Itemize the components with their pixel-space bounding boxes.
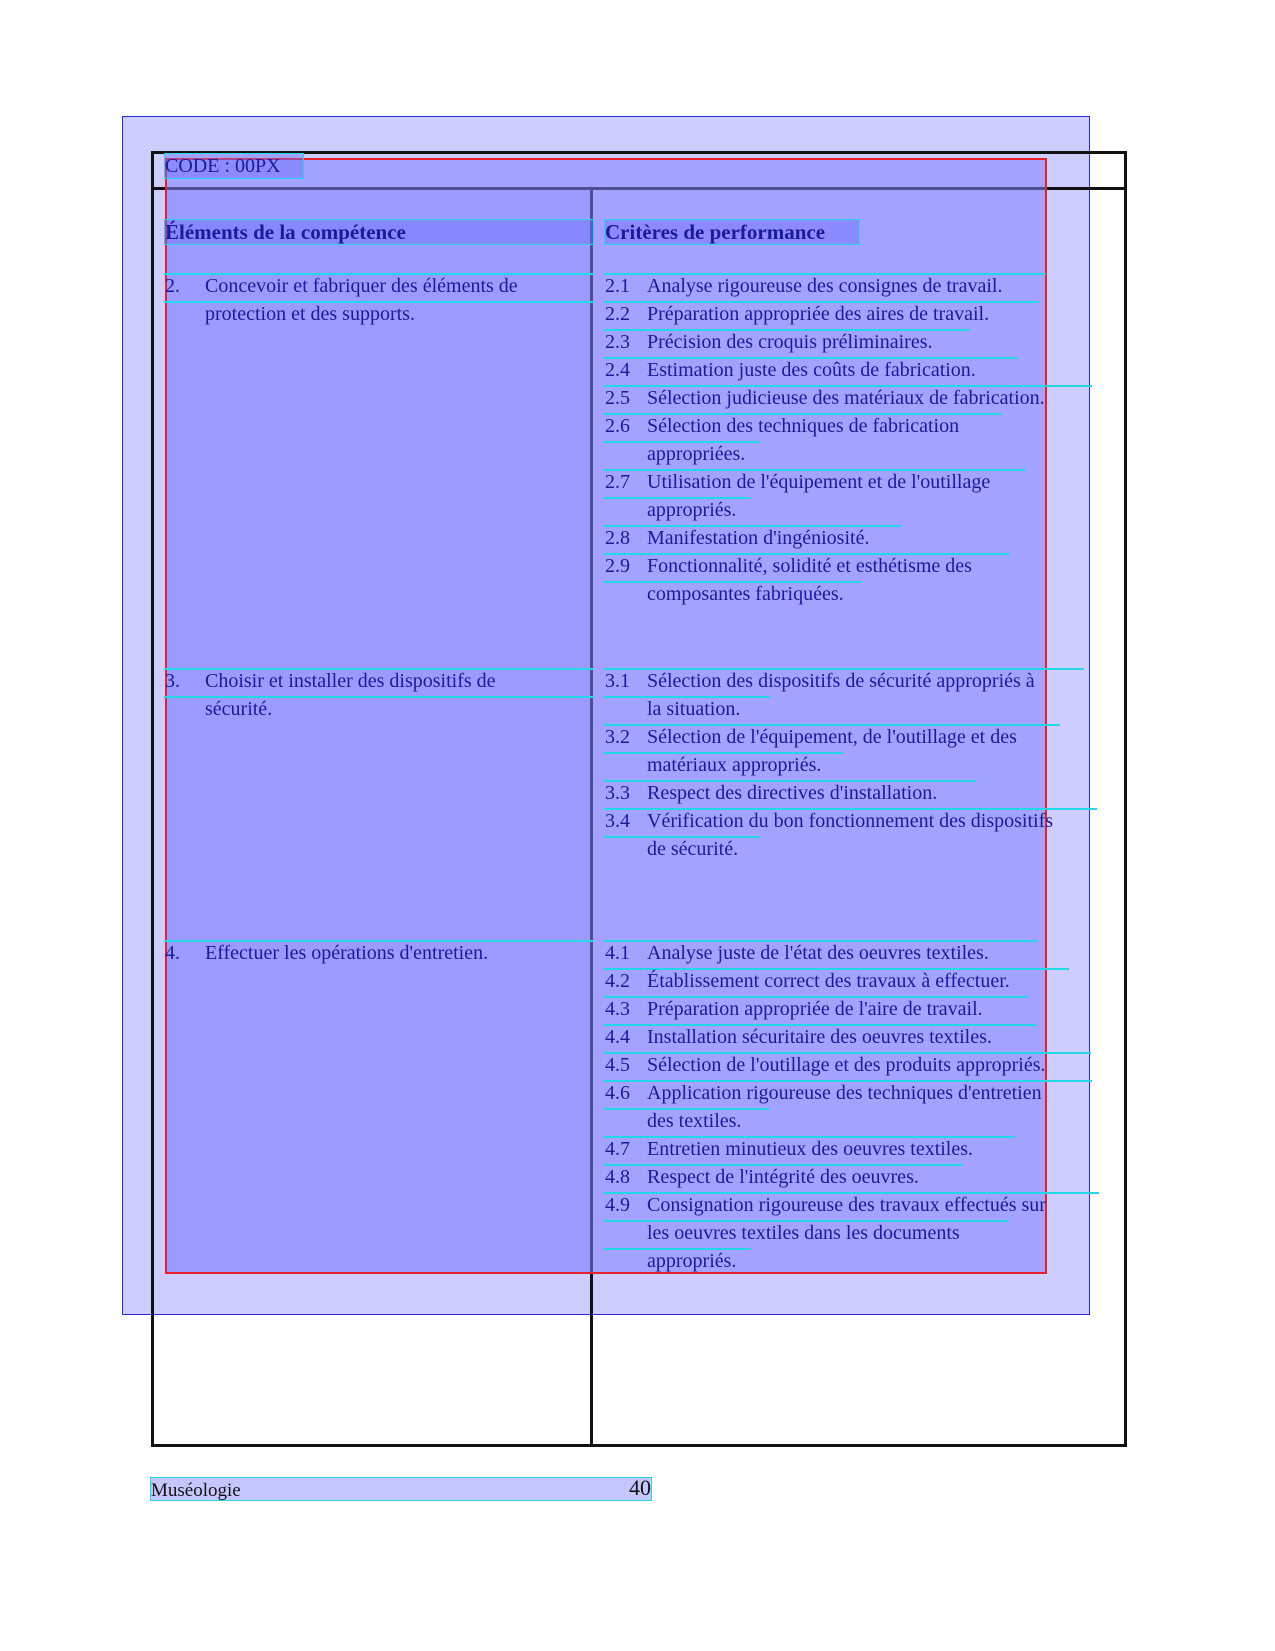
- footer-label: Muséologie: [151, 1480, 241, 1501]
- code-label: CODE : 00PX: [165, 154, 303, 178]
- header-elements: Éléments de la compétence: [165, 220, 593, 244]
- header-criteria: Critères de performance: [605, 220, 859, 244]
- page-number: 40: [629, 1475, 651, 1500]
- page-footer: [151, 1475, 651, 1501]
- left-column-region: [167, 190, 590, 1272]
